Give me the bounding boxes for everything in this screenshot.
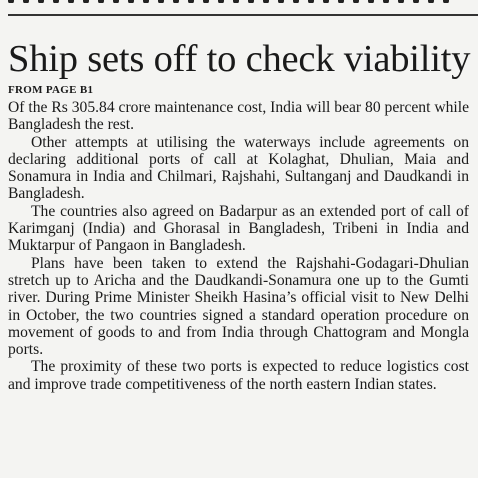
- body-paragraph: The proximity of these two ports is expected to reduce logistics cost and improve trade competitiveness of the north eastern Indian states.: [8, 358, 469, 393]
- body-paragraph: Plans have been taken to extend the Rajshahi-Godagari-Dhulian stretch up to Aricha and the Daudkandi-Sonamura one up to the Gumti river. During Prime Minister Sheikh Hasina’s official visit to New Delhi in October, the two countries signed a standard operation procedure on movement of goods to and from India through Chattogram and Mongla ports.: [8, 254, 469, 359]
- column-divider-rule: [8, 14, 478, 16]
- body-paragraph: Other attempts at utilising the waterways include agreements on declaring additional ports of call at Kolaghat, Dhulian, Maia and Sonamura in India and Chilmari, Rajshahi, Sultanganj and Daudkandi in Bangladesh.: [8, 133, 469, 203]
- article-headline: Ship sets off to check viability: [8, 38, 471, 80]
- jump-line: FROM PAGE B1: [8, 84, 94, 96]
- article-body: [8, 99, 469, 393]
- body-paragraph: The countries also agreed on Badarpur as an extended port of call of Karimganj (India) and Ghorasal in Bangladesh, Tribeni in India and Muktarpur of Pangaon in Bangladesh.: [8, 202, 469, 255]
- previous-article-text-fragment: [8, 0, 470, 3]
- body-paragraph: Of the Rs 305.84 crore maintenance cost, India will bear 80 percent while Bangladesh the rest.: [8, 99, 469, 134]
